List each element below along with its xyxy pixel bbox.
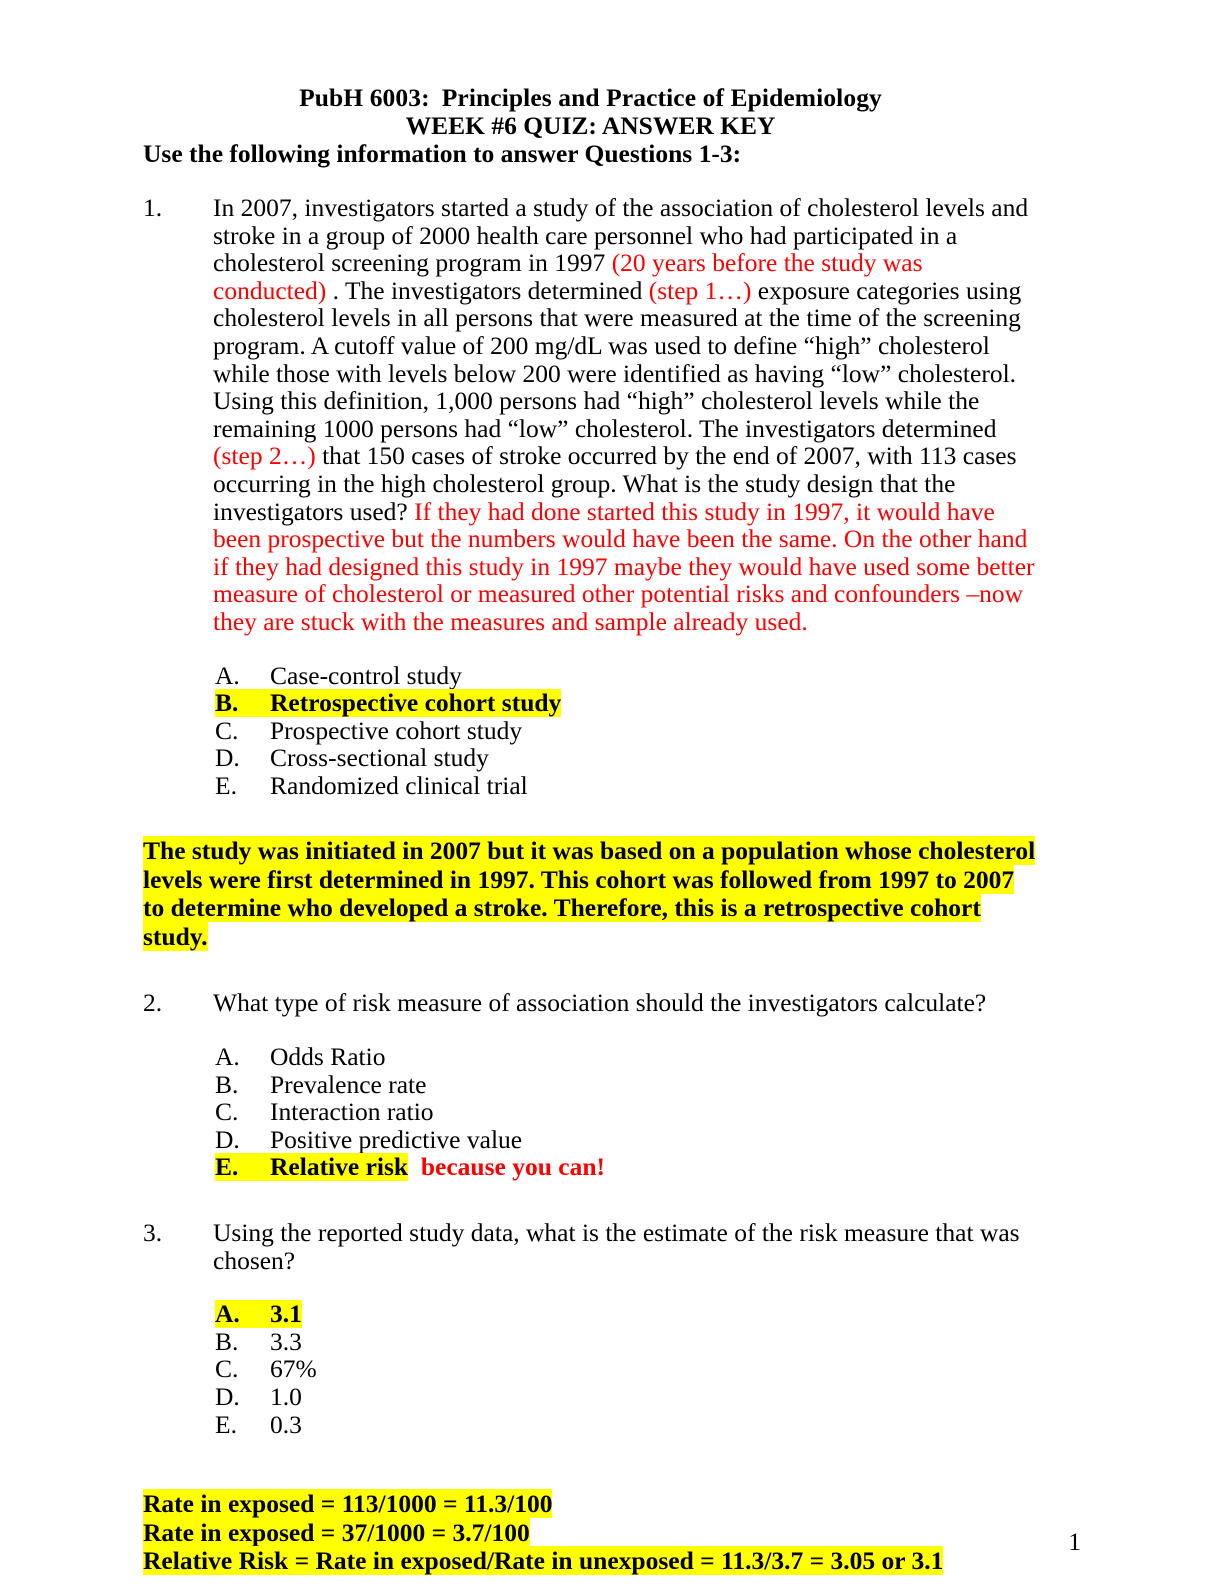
document-content — [143, 84, 1038, 1576]
spacer — [143, 1017, 1038, 1043]
document-subtitle: WEEK #6 QUIZ: ANSWER KEY — [405, 111, 776, 140]
calculation-line-1-text: Rate in exposed = 113/1000 = 11.3/100 — [143, 1489, 553, 1519]
question-1-stem-text-3: exposure categories using cholesterol levels in all persons that were measured at the time of the screening program. A cutoff value of 200 mg/dL was used to define “high” cholesterol while those with levels below 200 were identified as having “low” cholesterol. Using this definition, 1,000 persons had “high” cholesterol levels while the remaining 1000 persons had “low” cholesterol. The investigators determined — [213, 275, 1022, 443]
instructions-lead-in: Use the following information to answer Questions 1-3: — [143, 139, 742, 168]
option-letter: E. — [215, 1153, 270, 1181]
option-letter: C. — [215, 715, 239, 745]
question-3-options — [215, 1300, 1038, 1438]
spacer — [143, 1476, 1038, 1490]
option-letter: D. — [215, 1124, 240, 1154]
question-1-annotation-3: (step 2…) — [213, 441, 316, 471]
question-1 — [143, 194, 1038, 636]
question-3-option-b[interactable] — [215, 1328, 1038, 1356]
option-letter: C. — [215, 1354, 239, 1384]
spacer — [143, 799, 1038, 837]
option-text: 3.3 — [270, 1326, 302, 1356]
question-1-option-d[interactable] — [215, 744, 1038, 772]
option-letter: D. — [215, 743, 240, 773]
option-text: Prevalence rate — [270, 1069, 427, 1099]
course-name: Principles and Practice of Epidemiology — [441, 83, 882, 112]
spacer — [143, 168, 1038, 194]
option-letter: C. — [215, 1097, 239, 1127]
option-text: Odds Ratio — [270, 1042, 386, 1072]
question-1-annotation-1: (20 years before the study was conducted) — [213, 248, 923, 305]
question-3 — [143, 1219, 1038, 1274]
question-1-annotation-2: (step 1…) — [648, 275, 752, 305]
question-1-stem-text-1: In 2007, investigators started a study of the association of cholesterol levels and stroke in a group of 2000 health care personnel who had participated in a cholesterol screening program in 1997 — [213, 193, 1029, 278]
question-3-option-e[interactable] — [215, 1411, 1038, 1439]
calculation-line-2 — [143, 1519, 1038, 1548]
question-2-stem: What type of risk measure of association should the investigators calculate? — [213, 988, 987, 1018]
option-letter: A. — [215, 1042, 240, 1072]
option-text: Retrospective cohort study — [270, 688, 562, 718]
question-1-option-b[interactable] — [215, 689, 1038, 717]
question-1-stem-text-4: that 150 cases of stroke occurred by the end of 2007, with 113 cases occurring in the high cholesterol group. What is the study design that the investigators used? — [213, 441, 1017, 526]
question-1-option-e[interactable] — [215, 772, 1038, 800]
course-code: PubH 6003: — [299, 83, 430, 112]
question-3-stem: Using the reported study data, what is the estimate of the risk measure that was chosen? — [213, 1218, 1020, 1275]
question-2 — [143, 989, 1038, 1017]
question-1-number: 1. — [143, 193, 163, 222]
option-text: Relative risk — [270, 1152, 409, 1182]
question-2-annotation — [408, 1152, 605, 1181]
question-1-stem — [213, 194, 1038, 636]
page-number: 1 — [1068, 1527, 1081, 1556]
option-text: 67% — [270, 1354, 317, 1384]
spacer — [143, 1181, 1038, 1219]
question-1-explanation-text: The study was initiated in 2007 but it was based on a population whose cholesterol levels were first determined in 1997. This cohort was followed from 1997 to 2007 to determine who developed a stroke. Therefore, this is a retrospective cohort study. — [143, 836, 1036, 951]
option-letter: B. — [215, 689, 270, 717]
option-letter: A. — [215, 660, 240, 690]
question-2-option-d[interactable] — [215, 1126, 1038, 1154]
option-text: Case-control study — [270, 660, 462, 690]
option-text: Prospective cohort study — [270, 715, 523, 745]
option-letter: E. — [215, 770, 237, 800]
spacer — [143, 636, 1038, 662]
question-3-option-c[interactable] — [215, 1355, 1038, 1383]
option-text: Cross-sectional study — [270, 743, 489, 773]
question-1-explanation — [143, 837, 1038, 951]
calculation-line-3-text: Relative Risk = Rate in exposed/Rate in unexposed = 11.3/3.7 = 3.05 or 3.1 — [143, 1546, 944, 1576]
question-3-number: 3. — [143, 1218, 163, 1248]
calculation-block — [143, 1490, 1038, 1576]
question-1-options — [215, 662, 1038, 800]
option-letter: E. — [215, 1409, 237, 1439]
question-1-option-c[interactable] — [215, 717, 1038, 745]
question-2-option-c[interactable] — [215, 1098, 1038, 1126]
option-letter: B. — [215, 1069, 239, 1099]
question-3-option-a[interactable] — [215, 1300, 1038, 1328]
option-text: 3.1 — [270, 1299, 302, 1329]
calculation-line-2-text: Rate in exposed = 37/1000 = 3.7/100 — [143, 1517, 530, 1547]
question-2-annotation-text: because you can! — [420, 1152, 606, 1182]
option-text: 1.0 — [270, 1382, 302, 1411]
option-text: Randomized clinical trial — [270, 770, 528, 800]
option-letter: D. — [215, 1382, 240, 1411]
question-2-option-a[interactable] — [215, 1043, 1038, 1071]
spacer — [143, 951, 1038, 989]
option-text: Positive predictive value — [270, 1124, 523, 1154]
question-1-annotation-4: If they had done started this study in 1997, it would have been prospective but the numbers would have been the same. On the other hand if they had designed this study in 1997 maybe they would have used some better measure of cholesterol or measured other potential risks and confounders –now they are stuck with the measures and sample already used. — [213, 496, 1035, 636]
question-2-options — [215, 1043, 1038, 1181]
option-text: 0.3 — [270, 1409, 302, 1439]
question-3-option-d[interactable] — [215, 1383, 1038, 1411]
spacer — [143, 1438, 1038, 1476]
spacer — [143, 1274, 1038, 1300]
question-2-option-e[interactable] — [215, 1153, 1038, 1181]
option-letter: A. — [215, 1300, 270, 1328]
option-text: Interaction ratio — [270, 1097, 434, 1127]
question-2-option-b[interactable] — [215, 1071, 1038, 1099]
option-letter: B. — [215, 1326, 239, 1356]
question-1-option-a[interactable] — [215, 662, 1038, 690]
question-1-stem-text-2: . The investigators determined — [326, 275, 649, 305]
calculation-line-1 — [143, 1490, 1038, 1519]
question-2-number: 2. — [143, 988, 163, 1018]
calculation-line-3 — [143, 1547, 1038, 1576]
document-title — [143, 84, 1038, 112]
